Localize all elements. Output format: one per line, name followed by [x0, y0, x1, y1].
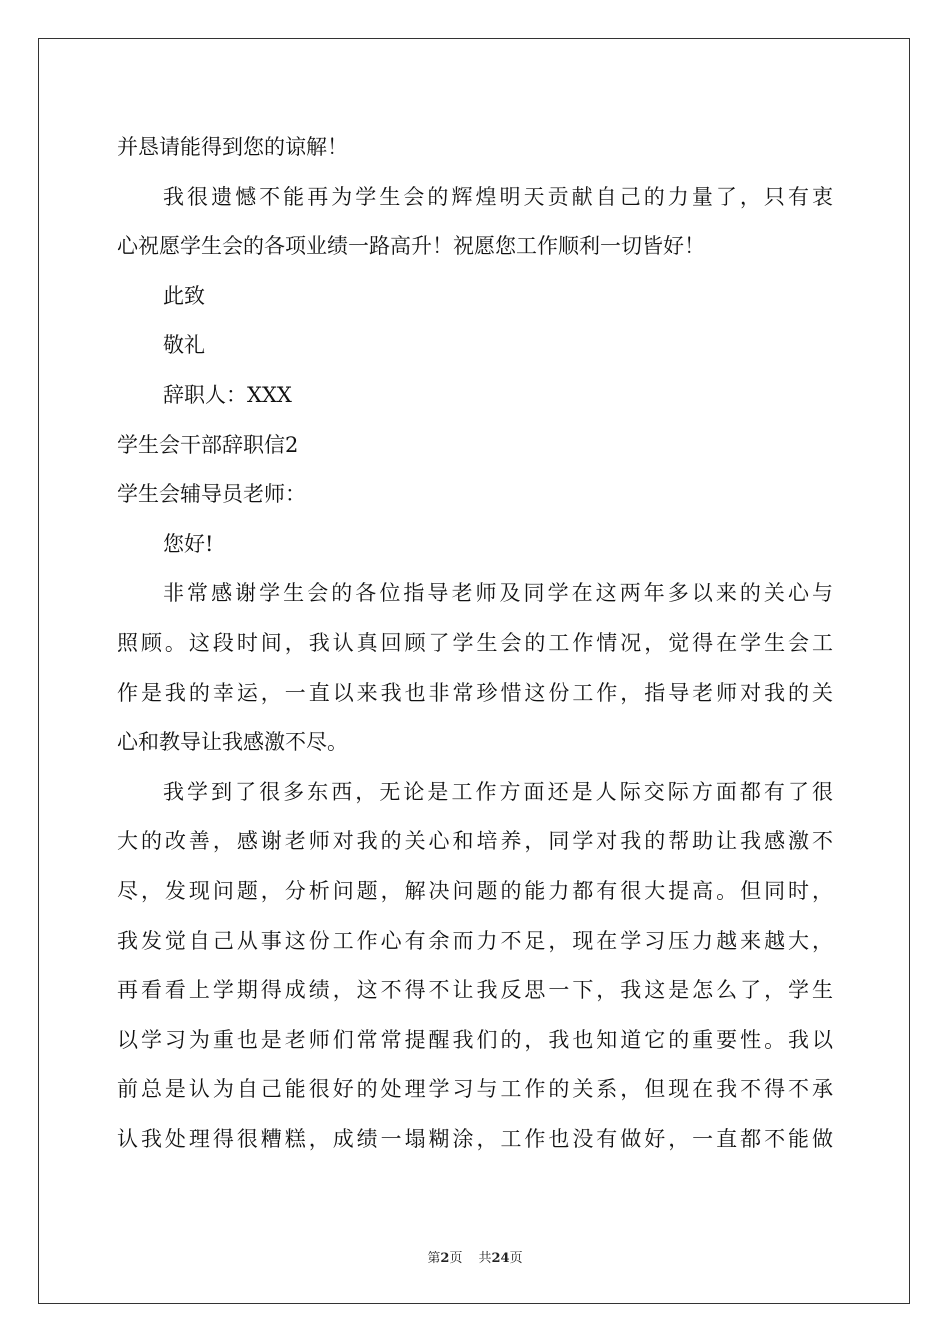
text-line: 我发觉自己从事这份工作心有余而力不足，现在学习压力越来越大， [117, 928, 833, 953]
total-pages: 24 [491, 1251, 510, 1266]
letter-addressee: 学生会辅导员老师： [117, 482, 306, 507]
signature-line: 辞职人：XXX [163, 382, 292, 407]
closing-regards: 敬礼 [163, 333, 205, 358]
text-line: 大的改善，感谢老师对我的关心和培养，同学对我的帮助让我感激不 [117, 829, 833, 854]
text-line: 心祝愿学生会的各项业绩一路高升！祝愿您工作顺利一切皆好！ [117, 234, 705, 259]
total-suffix: 页 [509, 1251, 523, 1266]
page-footer [0, 1247, 950, 1266]
text-line: 以学习为重也是老师们常常提醒我们的，我也知道它的重要性。我以 [117, 1027, 833, 1052]
text-line: 我很遗憾不能再为学生会的辉煌明天贡献自己的力量了，只有衷 [163, 184, 833, 209]
text-line: 再看看上学期得成绩，这不得不让我反思一下，我这是怎么了，学生 [117, 978, 833, 1003]
page-suffix: 页 [449, 1251, 463, 1266]
closing-salutation: 此致 [163, 283, 205, 308]
page-prefix: 第 [427, 1251, 441, 1266]
text-line: 我学到了很多东西，无论是工作方面还是人际交际方面都有了很 [163, 779, 833, 804]
text-line: 尽，发现问题，分析问题，解决问题的能力都有很大提高。但同时， [117, 878, 833, 903]
text-line: 认我处理得很糟糕，成绩一塌糊涂，工作也没有做好，一直都不能做 [117, 1126, 833, 1151]
document-body [117, 127, 833, 1168]
text-line: 心和教导让我感激不尽。 [117, 730, 348, 755]
text-line: 非常感谢学生会的各位指导老师及同学在这两年多以来的关心与 [163, 581, 833, 606]
text-line: 作是我的幸运，一直以来我也非常珍惜这份工作，指导老师对我的关 [117, 680, 833, 705]
greeting: 您好! [163, 531, 214, 556]
text-line: 照顾。这段时间，我认真回顾了学生会的工作情况，觉得在学生会工 [117, 630, 833, 655]
section-title: 学生会干部辞职信2 [117, 432, 299, 457]
total-prefix: 共 [478, 1251, 492, 1266]
page-number: 2 [440, 1251, 450, 1266]
text-line: 并恳请能得到您的谅解！ [117, 135, 348, 159]
text-line: 前总是认为自己能很好的处理学习与工作的关系，但现在我不得不承 [117, 1077, 833, 1102]
